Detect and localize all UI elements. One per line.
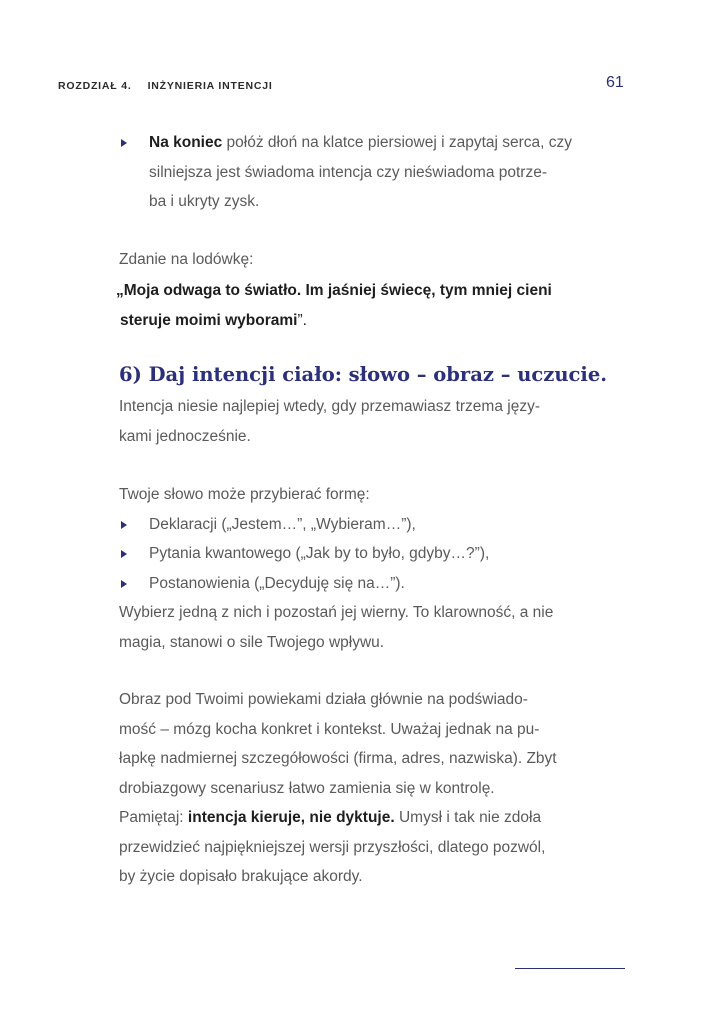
bullet-final-bold: Na koniec	[149, 134, 223, 151]
p3-line4: drobiazgowy scenariusz łatwo zamienia się w kontrolę.	[119, 779, 495, 797]
fridge-sentence	[119, 245, 639, 275]
list-item-text: Deklaracji („Jestem…”, „Wybieram…”),	[149, 515, 416, 533]
p3-line1: Obraz pod Twoimi powiekami działa głównie na podświado-	[119, 691, 528, 708]
bullet-marker-icon	[121, 139, 127, 147]
list-item	[119, 569, 639, 599]
p2-line1: Wybierz jedną z nich i pozostań jej wierny. To klarowność, a nie	[119, 604, 554, 621]
bullet-final-line1	[149, 128, 639, 158]
chapter-number: ROZDZIAŁ 4.	[58, 80, 132, 92]
p1-line1: Intencja niesie najlepiej wtedy, gdy przemawiasz trzema języ-	[119, 398, 540, 415]
page-number: 61	[606, 74, 624, 91]
quote-line2: steruje moimi wyborami	[120, 311, 298, 329]
paragraph-image	[119, 685, 639, 892]
bullet-final-step	[149, 128, 639, 217]
list-item	[119, 539, 639, 569]
footer-divider	[515, 968, 625, 969]
bullet-marker-icon	[121, 550, 127, 558]
chapter-title: INŻYNIERIA INTENCJI	[147, 80, 273, 92]
bullet-final-line3: ba i ukryty zysk.	[149, 193, 260, 210]
quote-line1: „Moja odwaga to światło. Im jaśniej świecę, tym mniej cieni	[116, 282, 552, 299]
bullet-marker-icon	[121, 521, 127, 529]
list-item-text: Pytania kwantowego („Jak by to było, gdyby…?”),	[149, 545, 490, 562]
p3-line5-pre: Pamiętaj:	[119, 809, 188, 826]
section-heading: 6) Daj intencji ciało: słowo – obraz – uczucie.	[119, 363, 608, 386]
quote-line2-wrap	[116, 306, 636, 336]
fridge-quote	[116, 276, 636, 335]
p3-line5-bold: intencja kieruje, nie dyktuje.	[187, 809, 395, 826]
list-item-text: Postanowienia („Decyduję się na…”).	[149, 574, 405, 592]
p3-line3: łapkę nadmiernej szczegółowości (firma, adres, nazwiska). Zbyt	[119, 750, 557, 767]
paragraph-intro	[119, 392, 639, 451]
bullet-final-line2: silniejsza jest świadoma intencja czy nieświadoma potrze-	[149, 163, 548, 181]
list-item	[119, 510, 639, 540]
fridge-intro: Zdanie na lodówkę:	[119, 251, 254, 268]
running-header	[58, 80, 273, 92]
p3-line5-post: Umysł i tak nie zdoła	[394, 809, 542, 826]
bullet-final-text: połóż dłoń na klatce piersiowej i zapytaj serca, czy	[222, 134, 573, 151]
p3-line2: mość – mózg kocha konkret i kontekst. Uważaj jednak na pu-	[119, 720, 540, 738]
p2-intro: Twoje słowo może przybierać formę:	[119, 486, 370, 503]
bullet-marker-icon	[121, 580, 127, 588]
p3-line6: przewidzieć najpiękniejszej wersji przyszłości, dlatego pozwól,	[119, 838, 546, 856]
p3-line5	[119, 803, 639, 833]
p3-line7: by życie dopisało brakujące akordy.	[119, 868, 363, 885]
quote-end: ”.	[297, 311, 307, 329]
paragraph-word-forms	[119, 480, 639, 657]
p1-line2: kami jednocześnie.	[119, 427, 251, 445]
p2-line2: magia, stanowi o sile Twojego wpływu.	[119, 633, 385, 651]
